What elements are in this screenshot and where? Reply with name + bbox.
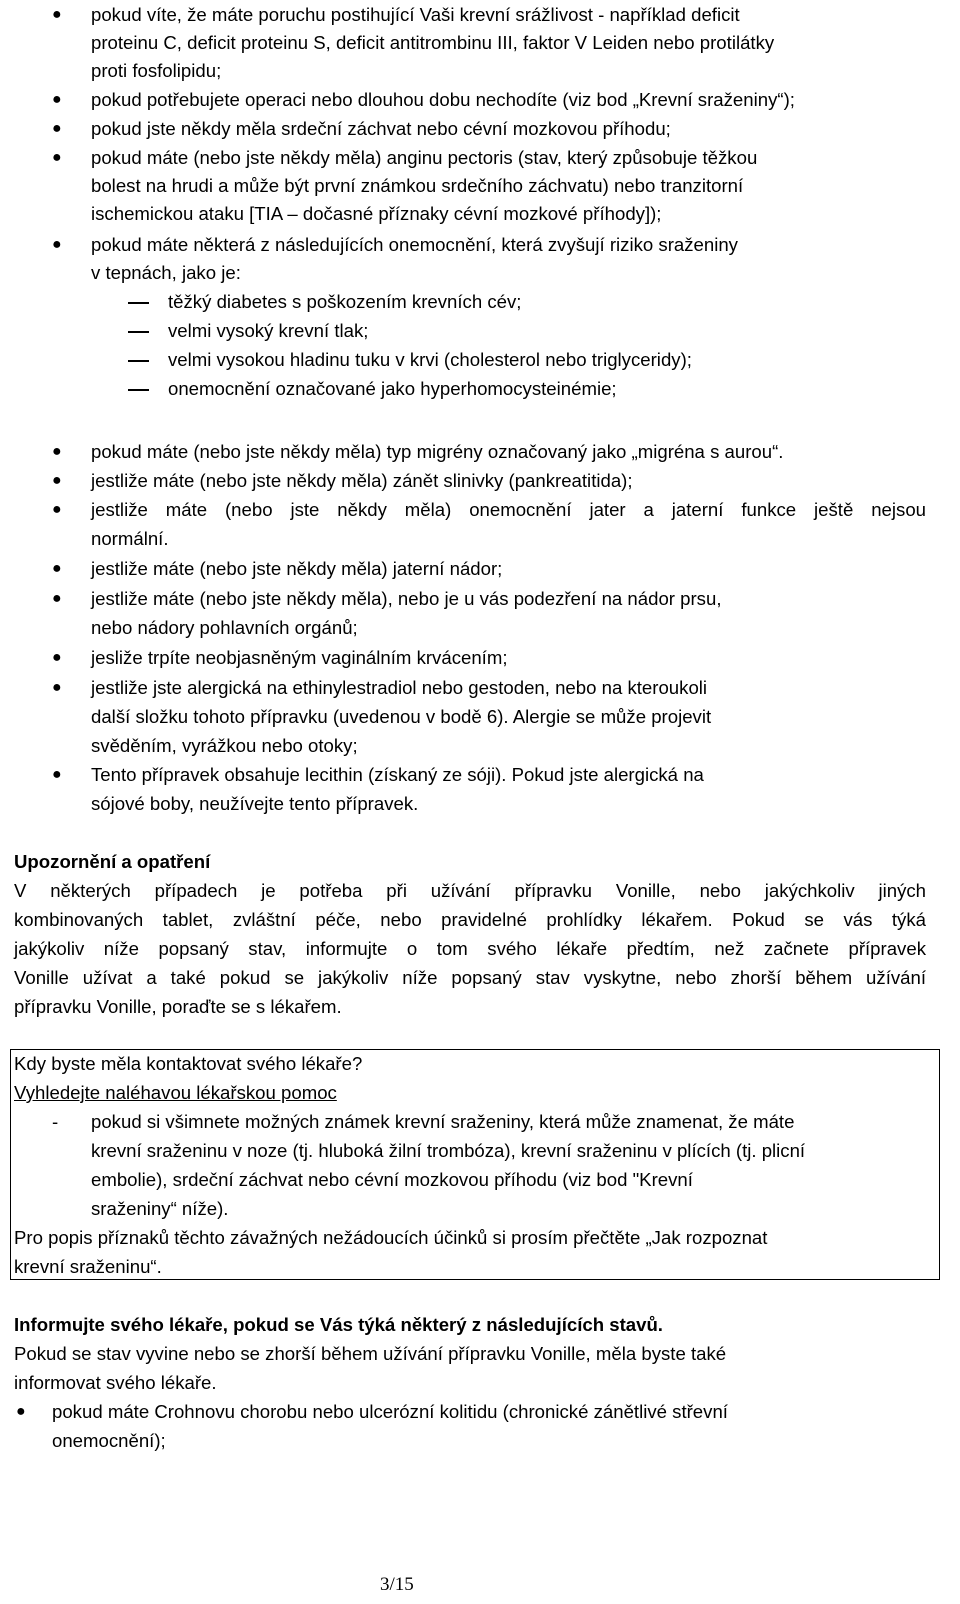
box-item-line: pokud si všimnete možných známek krevní sraženiny, která může znamenat, že máte xyxy=(91,1111,795,1132)
bullet-marker: ● xyxy=(52,6,62,23)
list-item-line: pokud potřebujete operaci nebo dlouhou dobu nechodíte (viz bod „Krevní sraženiny“); xyxy=(91,89,795,110)
box-item-line: embolie), srdeční záchvat nebo cévní mozkovou příhodu (viz bod "Krevní xyxy=(91,1169,693,1190)
section-heading: Upozornění a opatření xyxy=(14,851,211,872)
box-item-line: sraženiny“ níže). xyxy=(91,1198,229,1219)
bullet-marker: ● xyxy=(52,236,62,253)
box-footer-line: krevní sraženinu“. xyxy=(14,1256,162,1277)
list-item-line: onemocnění); xyxy=(52,1430,166,1451)
page-number: 3/15 xyxy=(380,1574,414,1595)
bullet-marker: ● xyxy=(52,649,62,666)
list-item-line: ischemickou ataku [TIA – dočasné příznaky cévní mozkové příhody]); xyxy=(91,203,662,224)
bullet-marker: ● xyxy=(52,590,62,607)
sub-list-item: velmi vysoký krevní tlak; xyxy=(168,320,369,341)
list-item-line: pokud máte (nebo jste někdy měla) anginu pectoris (stav, který způsobuje těžkou xyxy=(91,147,758,168)
urgent-help-heading: Vyhledejte naléhavou lékařskou pomoc xyxy=(14,1082,337,1103)
bullet-marker: ● xyxy=(52,149,62,166)
list-item-line: pokud jste někdy měla srdeční záchvat nebo cévní mozkovou příhodu; xyxy=(91,118,671,139)
list-item-line: jesliže trpíte neobjasněným vaginálním krvácením; xyxy=(91,647,508,668)
dash-marker xyxy=(128,302,149,304)
bullet-marker: ● xyxy=(52,501,62,518)
paragraph-line: Pokud se stav vyvine nebo se zhorší během užívání přípravku Vonille, měla byste také xyxy=(14,1343,727,1364)
list-item-line: pokud máte (nebo jste někdy měla) typ migrény označovaný jako „migréna s aurou“. xyxy=(91,441,784,462)
bullet-marker: ● xyxy=(16,1403,26,1420)
list-item-line: bolest na hrudi a může být první známkou srdečního záchvatu) nebo tranzitorní xyxy=(91,175,744,196)
sub-list-item: velmi vysokou hladinu tuku v krvi (cholesterol nebo triglyceridy); xyxy=(168,349,692,370)
sub-list-item: onemocnění označované jako hyperhomocysteinémie; xyxy=(168,378,617,399)
list-item-line: pokud máte některá z následujících onemocnění, která zvyšují riziko sraženiny xyxy=(91,234,738,255)
list-item-line: Tento přípravek obsahuje lecithin (získaný ze sóji). Pokud jste alergická na xyxy=(91,764,704,785)
list-item-line: proti fosfolipidu; xyxy=(91,60,222,81)
paragraph-line: kombinovaných tablet, zvláštní péče, nebo pravidelné prohlídky lékařem. Pokud se vás týká xyxy=(14,909,926,930)
list-item-line: sójové boby, neužívejte tento přípravek. xyxy=(91,793,419,814)
bullet-marker: ● xyxy=(52,679,62,696)
list-item-line: jestliže máte (nebo jste někdy měla) zánět slinivky (pankreatitida); xyxy=(91,470,633,491)
paragraph-line: V některých případech je potřeba při užívání přípravku Vonille, nebo jakýchkoliv jiných xyxy=(14,880,926,901)
list-item-line: proteinu C, deficit proteinu S, deficit antitrombinu III, faktor V Leiden nebo protilátky xyxy=(91,32,775,53)
box-question: Kdy byste měla kontaktovat svého lékaře? xyxy=(14,1053,363,1074)
bullet-marker: ● xyxy=(52,443,62,460)
list-item-line: jestliže máte (nebo jste někdy měla), nebo je u vás podezření na nádor prsu, xyxy=(91,588,722,609)
dash-marker: - xyxy=(52,1111,59,1132)
list-item-line: pokud máte Crohnovu chorobu nebo ulcerózní kolitidu (chronické zánětlivé střevní xyxy=(52,1401,728,1422)
dash-marker xyxy=(128,389,149,391)
box-item-line: krevní sraženinu v noze (tj. hluboká žilní trombóza), krevní sraženinu v plících (tj. plicní xyxy=(91,1140,806,1161)
list-item-line: pokud víte, že máte poruchu postihující Vaši krevní srážlivost - například deficit xyxy=(91,4,740,25)
paragraph-line: přípravku Vonille, poraďte se s lékařem. xyxy=(14,996,342,1017)
dash-marker xyxy=(128,360,149,362)
bullet-marker: ● xyxy=(52,91,62,108)
list-item-line: jestliže jste alergická na ethinylestradiol nebo gestoden, nebo na kteroukoli xyxy=(91,677,708,698)
list-item-line: svěděním, vyrážkou nebo otoky; xyxy=(91,735,358,756)
bullet-marker: ● xyxy=(52,472,62,489)
list-item-line: další složku tohoto přípravku (uvedenou v bodě 6). Alergie se může projevit xyxy=(91,706,712,727)
section-heading: Informujte svého lékaře, pokud se Vás týká některý z následujících stavů. xyxy=(14,1314,663,1335)
paragraph-line: jakýkoliv níže popsaný stav, informujte o tom svého lékaře předtím, než začnete přípravek xyxy=(14,938,926,959)
list-item-line: v tepnách, jako je: xyxy=(91,262,241,283)
paragraph-line: Vonille užívat a také pokud se jakýkoliv níže popsaný stav vyskytne, nebo zhorší během užívání xyxy=(14,967,926,988)
bullet-marker: ● xyxy=(52,766,62,783)
bullet-marker: ● xyxy=(52,120,62,137)
dash-marker xyxy=(128,331,149,333)
list-item-line: nebo nádory pohlavních orgánů; xyxy=(91,617,358,638)
list-item-line: jestliže máte (nebo jste někdy měla) jaterní nádor; xyxy=(91,558,503,579)
bullet-marker: ● xyxy=(52,560,62,577)
list-item-line: jestliže máte (nebo jste někdy měla) onemocnění jater a jaterní funkce ještě nejsou xyxy=(91,499,926,520)
box-footer-line: Pro popis příznaků těchto závažných nežádoucích účinků si prosím přečtěte „Jak rozpoznat xyxy=(14,1227,768,1248)
sub-list-item: těžký diabetes s poškozením krevních cév; xyxy=(168,291,522,312)
paragraph-line: informovat svého lékaře. xyxy=(14,1372,217,1393)
list-item-line: normální. xyxy=(91,528,169,549)
